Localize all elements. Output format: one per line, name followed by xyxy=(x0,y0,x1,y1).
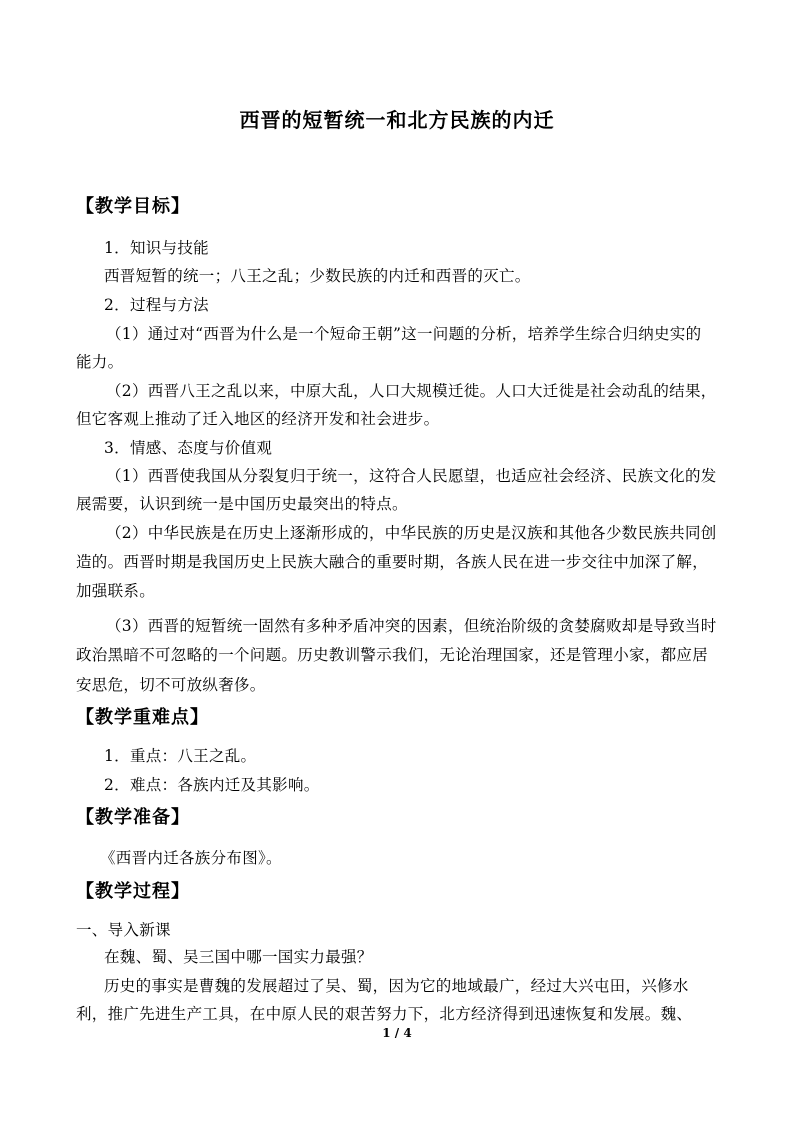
objectives-line: 3．情感、态度与价值观 xyxy=(104,439,273,457)
objectives-line: 造的。西晋时期是我国历史上民族大融合的重要时期，各族人民在进一步交往中加深了解， xyxy=(76,553,709,571)
process-line: 利，推广先进生产工具，在中原人民的艰苦努力下，北方经济得到迅速恢复和发展。魏、 xyxy=(76,1005,693,1023)
objectives-line: 2．过程与方法 xyxy=(104,296,209,314)
section-heading-key-points: 【教学重难点】 xyxy=(76,707,209,728)
objectives-line: （1）通过对“西晋为什么是一个短命王朝”这一问题的分析，培养学生综合归纳史实的 xyxy=(106,325,702,343)
section-heading-objectives: 【教学目标】 xyxy=(76,196,190,217)
page-number: 1 / 4 xyxy=(382,1026,412,1040)
key-points-line: 1．重点：八王之乱。 xyxy=(104,747,257,765)
objectives-line: （2）西晋八王之乱以来，中原大乱，人口大规模迁徙。人口大迁徙是社会动乱的结果， xyxy=(106,382,717,400)
objectives-line: 加强联系。 xyxy=(76,582,156,600)
objectives-line: 西晋短暂的统一；八王之乱；少数民族的内迁和西晋的灭亡。 xyxy=(104,267,531,285)
objectives-line: （1）西晋使我国从分裂复归于统一，这符合人民愿望，也适应社会经济、民族文化的发 xyxy=(106,467,717,485)
objectives-line: 能力。 xyxy=(76,353,124,371)
objectives-line: （2）中华民族是在历史上逐渐形成的，中华民族的历史是汉族和其他各少数民族共同创 xyxy=(106,524,717,542)
objectives-line: 安思危，切不可放纵奢侈。 xyxy=(76,676,266,694)
objectives-line: 1．知识与技能 xyxy=(104,239,209,257)
objectives-line: （3）西晋的短暂统一固然有多种矛盾冲突的因素，但统治阶级的贪婪腐败却是导致当时 xyxy=(106,617,717,635)
process-line: 一、导入新课 xyxy=(76,921,171,939)
page-title: 西晋的短暂统一和北方民族的内迁 xyxy=(239,108,555,132)
objectives-line: 政治黑暗不可忽略的一个问题。历史教训警示我们，无论治理国家，还是管理小家，都应居 xyxy=(76,646,709,664)
section-heading-process: 【教学过程】 xyxy=(76,881,190,902)
key-points-line: 2．难点：各族内迁及其影响。 xyxy=(104,776,320,794)
objectives-line: 展需要，认识到统一是中国历史最突出的特点。 xyxy=(76,495,408,513)
section-heading-preparation: 【教学准备】 xyxy=(76,807,190,828)
process-line: 在魏、蜀、吴三国中哪一国实力最强？ xyxy=(104,948,373,966)
objectives-line: 但它客观上推动了迁入地区的经济开发和社会进步。 xyxy=(76,410,440,428)
preparation-line: 《西晋内迁各族分布图》。 xyxy=(100,849,282,867)
process-line: 历史的事实是曹魏的发展超过了吴、蜀，因为它的地域最广，经过大兴屯田，兴修水 xyxy=(104,977,689,995)
